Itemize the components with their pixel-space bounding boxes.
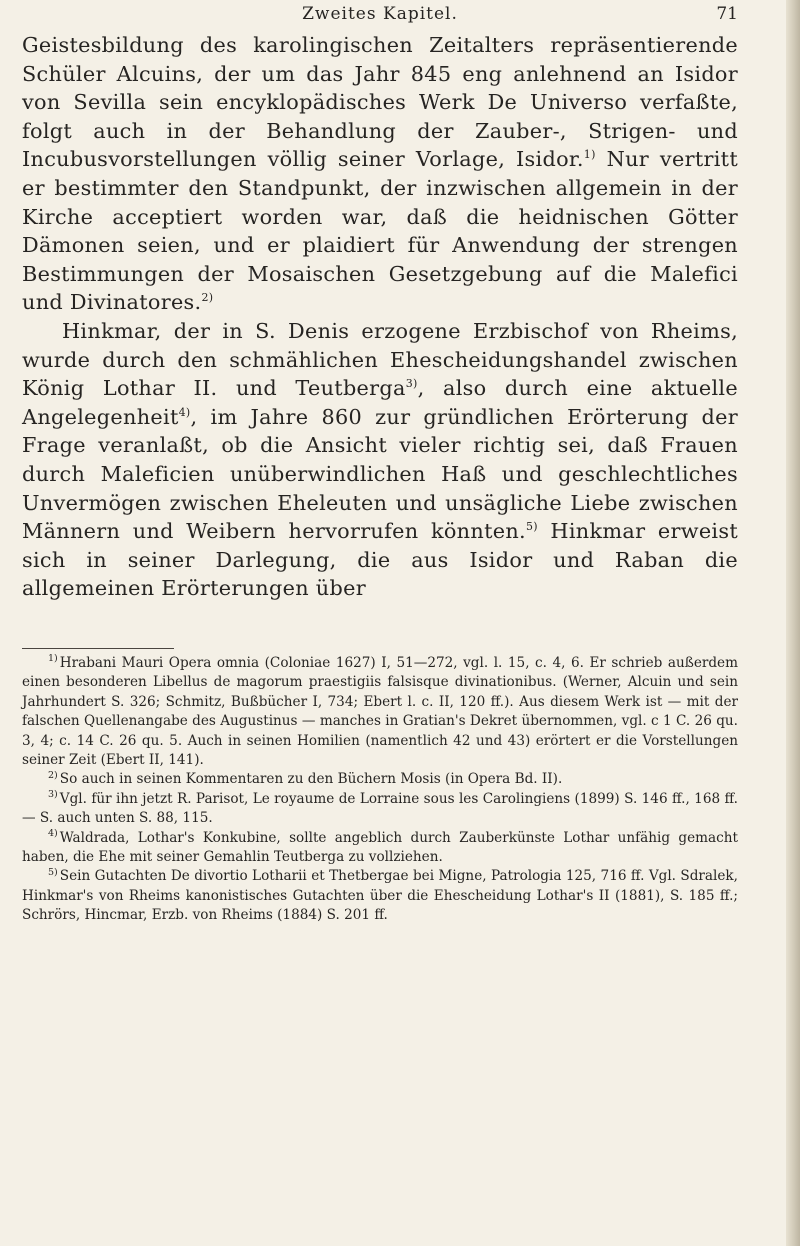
footnote-ref-5: 5) — [525, 520, 538, 534]
footnote: $^{4)}$ Waldrada, Lothar's Konkubine, sollte angeblich durch Zauberkünste Lothar unfähig gemacht haben, die Ehe mit seiner Gemahlin Teutberga zu vollziehen. — [22, 828, 738, 866]
page-header — [22, 4, 738, 30]
main-text — [22, 31, 738, 603]
footnote-ref-3: 3) — [405, 377, 418, 391]
footnotes — [22, 654, 738, 926]
running-title: Zweites Kapitel. — [302, 4, 458, 24]
footnote: $^{1)}$ Hrabani Mauri Opera omnia (Coloniae 1627) I, 51—272, vgl. l. 15, c. 4, 6. Er schrieb außerdem einen besonderen Libellus de magorum praestigiis falsisque divinationibus. (Werner, Alcuin und sein Jahrhundert S. 326; Schmitz, Bußbücher I, 734; Ebert l. c. II, 120 ff.). Aus diesem Werk ist — mit der falschen Quellenangabe des Augustinus — manches in Gratian's Dekret übernommen, vgl. c 1 C. 26 qu. 3, 4; c. 14 C. 26 qu. 5. Auch in seinen Homilien (namentlich 42 und 43) erörtert er die Vorstellungen seiner Zeit (Ebert II, 141). — [22, 653, 738, 769]
page-edge — [786, 0, 800, 1246]
footnote-ref-4: 4) — [178, 405, 191, 419]
footnote-divider — [22, 648, 174, 649]
paragraph-1: Geistesbildung des karolingischen Zeitalters repräsentierende Schüler Alcuins, der um das Jahr 845 eng anlehnend an Isidor von Sevilla sein encyklopädisches Werk De Universo verfaßte, folgt auch in der Behandlung der Zauber-, Strigen- und Incubusvorstellungen völlig seiner Vorlage, Isidor.$^{1)}$ Nur vertritt er bestimmter den Standpunkt, der inzwischen allgemein in der Kirche acceptiert worden war, daß die heidnischen Götter Dämonen seien, und er plaidiert für Anwendung der strengen Bestimmungen der Mosaischen Gesetzgebung auf die Malefici und Divinatores.$^{2)}$ — [22, 33, 738, 315]
footnote: $^{5)}$ Sein Gutachten De divortio Lotharii et Thetbergae bei Migne, Patrologia 125, 716 ff. Vgl. Sdralek, Hinkmar's von Rheims kanonistisches Gutachten über die Ehescheidung Lothar's II (1881), S. 185 ff.; Schrörs, Hincmar, Erzb. von Rheims (1884) S. 201 ff. — [22, 866, 738, 924]
page-number: 71 — [716, 4, 738, 24]
footnote-ref-2: 2) — [201, 291, 214, 305]
footnote: $^{2)}$ So auch in seinen Kommentaren zu den Büchern Mosis (in Opera Bd. II). — [48, 769, 563, 788]
paragraph-2: Hinkmar, der in S. Denis erzogene Erzbischof von Rheims, wurde durch den schmählichen Ehescheidungshandel zwischen König Lothar II. und Teutberga$^{3)}$, also durch eine aktuelle Angelegenheit$^{4)}$, im Jahre 860 zur gründlichen Erörterung der Frage veranlaßt, ob die Ansicht vieler richtig sei, daß Frauen durch Maleficien unüberwindlichen Haß und geschlechtliches Unvermögen zwischen Eheleuten und unsägliche Liebe zwischen Männern und Weibern hervorrufen könnten.$^{5)}$ Hinkmar erweist sich in seiner Darlegung, die aus Isidor und Raban die allgemeinen Erörterungen über — [22, 318, 739, 601]
footnote: $^{3)}$ Vgl. für ihn jetzt R. Parisot, Le royaume de Lorraine sous les Carolingiens (1899) S. 146 ff., 168 ff. — S. auch unten S. 88, 115. — [22, 789, 738, 827]
footnote-ref-1: 1) — [583, 148, 596, 162]
